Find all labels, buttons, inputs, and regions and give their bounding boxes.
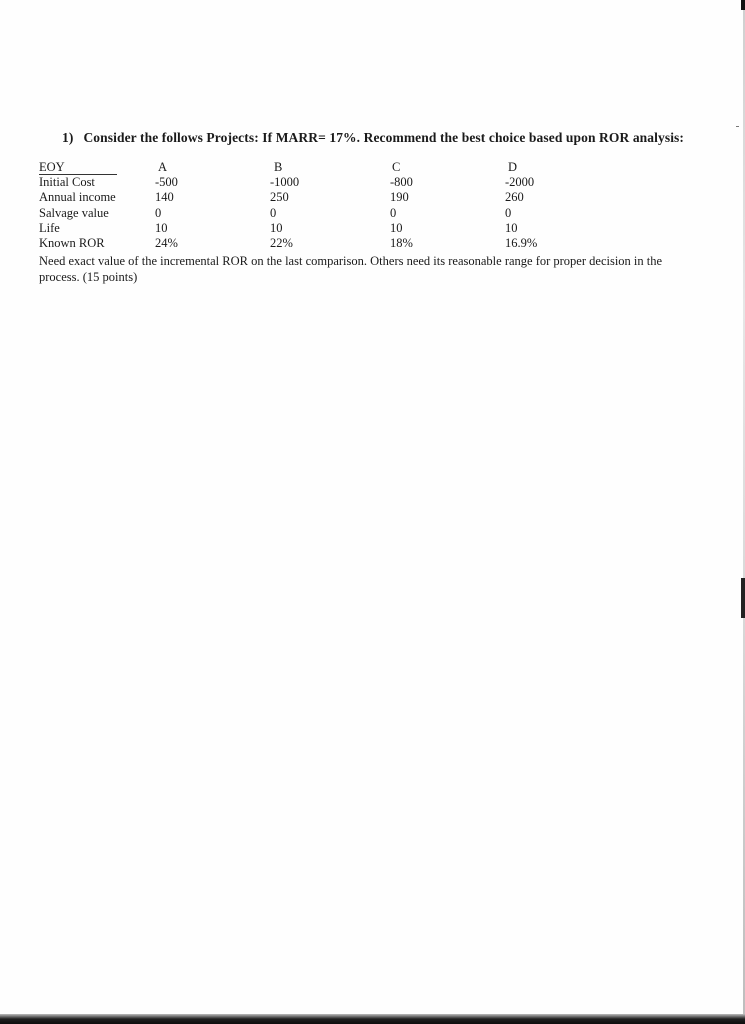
instruction-note: Need exact value of the incremental ROR on the last comparison. Others need its reasonable range for proper decision in the process. (15 points) [39, 254, 663, 284]
cell-d: 16.9% [505, 235, 538, 250]
cell-a: 10 [155, 220, 168, 235]
header-label: EOY [39, 160, 117, 175]
row-label: Annual income [39, 190, 116, 205]
cell-c: -800 [390, 175, 413, 190]
question-heading [62, 130, 684, 146]
cell-c: 190 [390, 190, 409, 205]
cell-b: 10 [270, 220, 283, 235]
row-label: Salvage value [39, 205, 109, 220]
question-text: Consider the follows Projects: If MARR= 17%. Recommend the best choice based upon ROR analysis: [83, 130, 684, 145]
cell-a: 140 [155, 190, 174, 205]
cell-c: 0 [390, 205, 397, 220]
cell-a: 24% [155, 235, 178, 250]
cell-d: 260 [505, 190, 524, 205]
row-label: Life [39, 220, 60, 235]
cell-d: 0 [505, 205, 512, 220]
question-number: 1) [62, 130, 74, 145]
cell-a: 0 [155, 205, 162, 220]
cell-a: -500 [155, 175, 178, 190]
cell-b: -1000 [270, 175, 300, 190]
scan-mark-top [741, 0, 745, 10]
header-project-a: A [158, 160, 168, 174]
row-label: Initial Cost [39, 175, 95, 190]
cell-b: 0 [270, 205, 277, 220]
cell-d: 10 [505, 220, 518, 235]
row-label: Known ROR [39, 235, 105, 250]
header-project-b: B [274, 160, 283, 174]
scan-edge-bottom [0, 1014, 745, 1024]
scan-mark-middle [741, 578, 745, 618]
cell-b: 22% [270, 235, 293, 250]
header-project-c: C [392, 160, 401, 174]
scan-tick [736, 126, 739, 127]
cell-b: 250 [270, 190, 289, 205]
cell-c: 10 [390, 220, 403, 235]
header-project-d: D [508, 160, 518, 174]
cell-d: -2000 [505, 175, 535, 190]
cell-c: 18% [390, 235, 413, 250]
